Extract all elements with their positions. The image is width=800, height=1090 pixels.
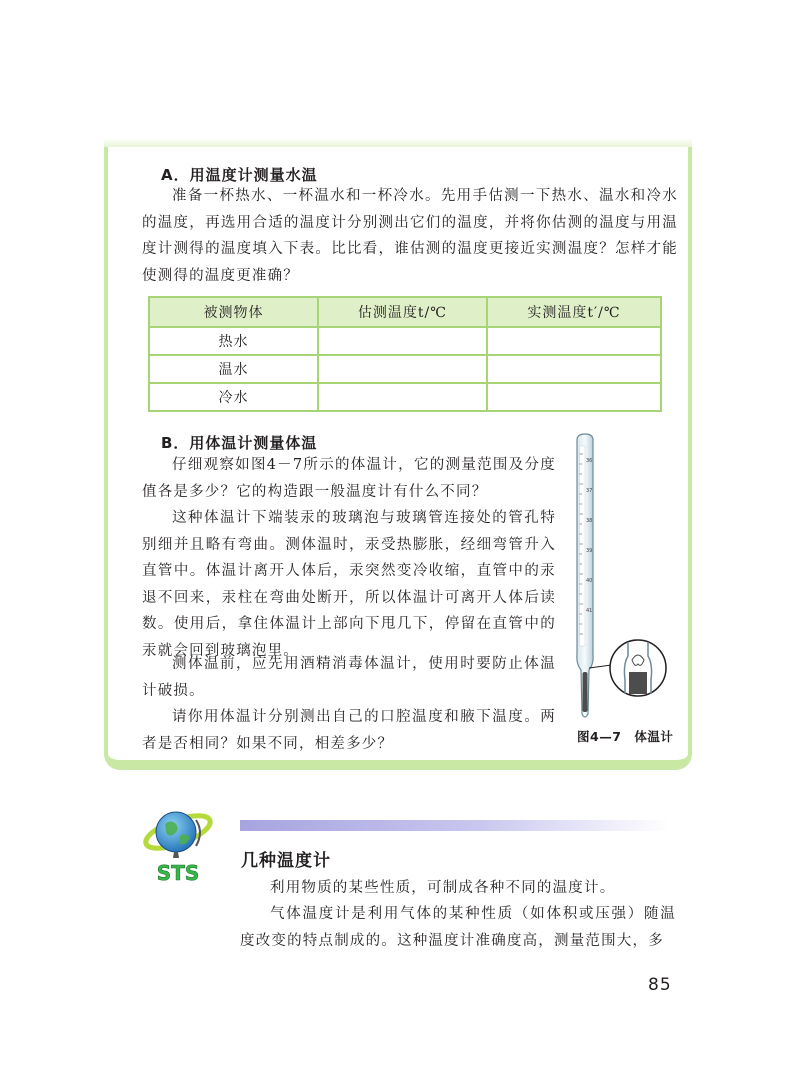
- sts-paragraph-1: 利用物质的某些性质，可制成各种不同的温度计。: [270, 880, 616, 896]
- magnified-mercury: [629, 672, 647, 694]
- page-number: 85: [648, 975, 672, 995]
- table-cell-object: 温水: [149, 355, 318, 383]
- table-cell-measured: [487, 355, 661, 383]
- table-cell-object: 冷水: [149, 383, 318, 411]
- table-header-estimated: 估测温度t/℃: [318, 297, 487, 327]
- scale-label: 41: [586, 608, 593, 614]
- table-cell-estimated: [318, 327, 487, 355]
- table-header-object: 被测物体: [149, 297, 318, 327]
- section-b-paragraph-3: 测体温前，应先用酒精消毒体温计，使用时要防止体温计破损。: [142, 656, 556, 699]
- measurement-table: [148, 296, 662, 412]
- scale-label: 40: [586, 578, 593, 584]
- scale-label: 39: [586, 548, 593, 554]
- table-cell-object: 热水: [149, 327, 318, 355]
- table-header-measured: 实测温度t′/℃: [487, 297, 661, 327]
- section-b-paragraph-4: 请你用体温计分别测出自己的口腔温度和腋下温度。两者是否相同？如果不同，相差多少？: [142, 709, 556, 752]
- table-cell-estimated: [318, 355, 487, 383]
- table-cell-measured: [487, 383, 661, 411]
- table-header-row: [149, 297, 661, 327]
- table-cell-estimated: [318, 383, 487, 411]
- sts-paragraph-2: 气体温度计是利用气体的某种性质（如体积或压强）随温度改变的特点制成的。这种温度计准确度高，测量范围大，多: [240, 906, 676, 949]
- section-b-heading: B．用体温计测量体温: [161, 434, 318, 452]
- table-row: [149, 327, 661, 355]
- mercury-bulb: [583, 672, 588, 712]
- clinical-thermometer-figure: [565, 432, 675, 722]
- sts-section-title: 几种温度计: [241, 851, 331, 871]
- table-row: [149, 383, 661, 411]
- figure-caption: 图4—7 体温计: [577, 729, 674, 744]
- table-row: [149, 355, 661, 383]
- thermometer-scale: [580, 446, 586, 646]
- sts-title-bar: [240, 820, 670, 831]
- scale-label: 36: [586, 458, 593, 464]
- section-b-paragraph-1: 仔细观察如图4－7所示的体温计，它的测量范围及分度值各是多少？它的构造跟一般温度计有什么不同？: [142, 457, 556, 500]
- table-cell-measured: [487, 327, 661, 355]
- section-a-heading: A．用温度计测量水温: [161, 166, 318, 184]
- scale-label: 37: [586, 488, 593, 494]
- section-b-paragraph-2: 这种体温计下端装汞的玻璃泡与玻璃管连接处的管孔特别细并且略有弯曲。测体温时，汞受热膨胀，经细弯管升入直管中。体温计离开人体后，汞突然变冷收缩，直管中的汞退不回来，汞柱在弯曲处断开，所以体温计可离开人体后读数。使用后，拿住体温计上部向下甩几下，停留在直管中的汞就会回到玻璃泡里。: [142, 510, 556, 659]
- sts-globe-icon: [138, 802, 218, 884]
- scale-label: 38: [586, 518, 593, 524]
- sts-logo-text: STS: [156, 861, 200, 884]
- section-a-paragraph: 准备一杯热水、一杯温水和一杯冷水。先用手估测一下热水、温水和冷水的温度，再选用合适的温度计分别测出它们的温度，并将你估测的温度与用温度计测得的温度填入下表。比比看，谁估测的温度更接近实测温度？怎样才能使测得的温度更准确？: [142, 188, 678, 284]
